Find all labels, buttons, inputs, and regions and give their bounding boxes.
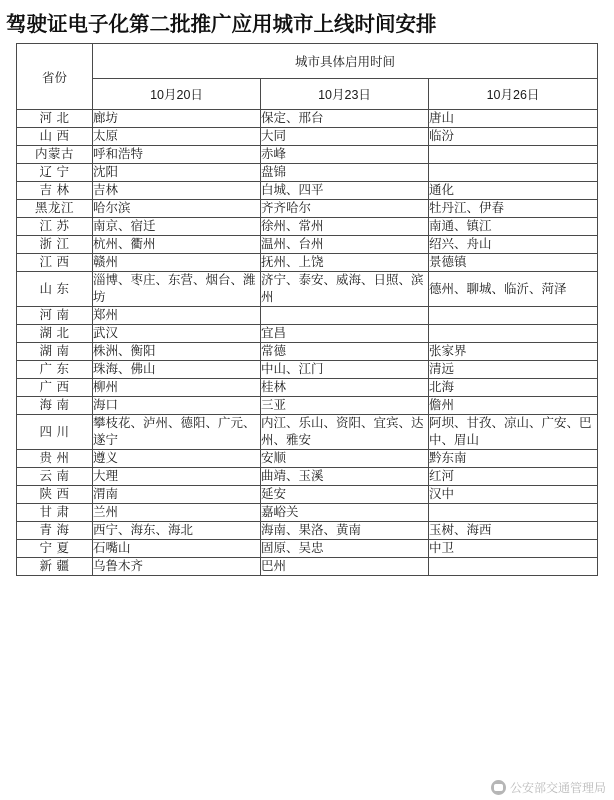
cell-cities-date3: 儋州 [429, 397, 598, 415]
cell-cities-date3: 阿坝、甘孜、凉山、广安、巴中、眉山 [429, 415, 598, 450]
cell-cities-date3: 唐山 [429, 110, 598, 128]
table-row [17, 450, 598, 468]
table-body [17, 110, 598, 576]
table-row [17, 558, 598, 576]
cell-cities-date1: 石嘴山 [93, 540, 261, 558]
cell-province: 广 东 [17, 361, 93, 379]
table-row [17, 307, 598, 325]
table-header-row-2 [17, 79, 598, 110]
table-row [17, 361, 598, 379]
table-header-row-1 [17, 44, 598, 79]
cell-cities-date1: 柳州 [93, 379, 261, 397]
cell-cities-date1: 株洲、衡阳 [93, 343, 261, 361]
cell-cities-date3 [429, 164, 598, 182]
cell-province: 新 疆 [17, 558, 93, 576]
cell-cities-date1: 西宁、海东、海北 [93, 522, 261, 540]
cell-cities-date1: 淄博、枣庄、东营、烟台、潍坊 [93, 272, 261, 307]
cell-cities-date3 [429, 558, 598, 576]
cell-cities-date2: 抚州、上饶 [261, 254, 429, 272]
cell-cities-date2: 三亚 [261, 397, 429, 415]
cell-province: 江 西 [17, 254, 93, 272]
cell-province: 河 南 [17, 307, 93, 325]
cell-cities-date1: 兰州 [93, 504, 261, 522]
cell-province: 内蒙古 [17, 146, 93, 164]
cell-cities-date1: 攀枝花、泸州、德阳、广元、遂宁 [93, 415, 261, 450]
header-group-dates: 城市具体启用时间 [93, 44, 598, 79]
cell-cities-date3: 黔东南 [429, 450, 598, 468]
cell-province: 海 南 [17, 397, 93, 415]
cell-cities-date2 [261, 307, 429, 325]
cell-cities-date1: 渭南 [93, 486, 261, 504]
table-row [17, 254, 598, 272]
cell-cities-date2: 大同 [261, 128, 429, 146]
cell-province: 辽 宁 [17, 164, 93, 182]
cell-cities-date2: 济宁、泰安、威海、日照、滨州 [261, 272, 429, 307]
cell-cities-date2: 内江、乐山、资阳、宜宾、达州、雅安 [261, 415, 429, 450]
table-row [17, 415, 598, 450]
cell-cities-date3 [429, 307, 598, 325]
cell-cities-date3: 绍兴、舟山 [429, 236, 598, 254]
cell-cities-date3: 红河 [429, 468, 598, 486]
cell-cities-date2: 齐齐哈尔 [261, 200, 429, 218]
cell-province: 河 北 [17, 110, 93, 128]
cell-cities-date1: 乌鲁木齐 [93, 558, 261, 576]
table-row [17, 325, 598, 343]
cell-cities-date2: 宜昌 [261, 325, 429, 343]
cell-cities-date2: 曲靖、玉溪 [261, 468, 429, 486]
table-row [17, 164, 598, 182]
table-row [17, 218, 598, 236]
cell-cities-date1: 杭州、衢州 [93, 236, 261, 254]
table-row [17, 468, 598, 486]
cell-cities-date3 [429, 504, 598, 522]
cell-cities-date2: 安顺 [261, 450, 429, 468]
cell-province: 山 东 [17, 272, 93, 307]
table-row [17, 379, 598, 397]
cell-cities-date1: 珠海、佛山 [93, 361, 261, 379]
cell-cities-date1: 吉林 [93, 182, 261, 200]
table-row [17, 343, 598, 361]
cell-province: 浙 江 [17, 236, 93, 254]
cell-cities-date3: 北海 [429, 379, 598, 397]
cell-cities-date1: 遵义 [93, 450, 261, 468]
table-row [17, 522, 598, 540]
cell-cities-date2: 白城、四平 [261, 182, 429, 200]
cell-province: 云 南 [17, 468, 93, 486]
cell-cities-date3: 南通、镇江 [429, 218, 598, 236]
cell-cities-date2: 赤峰 [261, 146, 429, 164]
table-row [17, 397, 598, 415]
cell-province: 吉 林 [17, 182, 93, 200]
table-row [17, 540, 598, 558]
cell-cities-date1: 呼和浩特 [93, 146, 261, 164]
cell-province: 宁 夏 [17, 540, 93, 558]
table-header [17, 44, 598, 110]
cell-province: 湖 南 [17, 343, 93, 361]
table-row [17, 486, 598, 504]
cell-cities-date2: 巴州 [261, 558, 429, 576]
cell-cities-date2: 常德 [261, 343, 429, 361]
cell-cities-date1: 赣州 [93, 254, 261, 272]
cell-province: 山 西 [17, 128, 93, 146]
table-row [17, 146, 598, 164]
cell-province: 甘 肃 [17, 504, 93, 522]
cell-cities-date1: 武汉 [93, 325, 261, 343]
cell-cities-date2: 中山、江门 [261, 361, 429, 379]
cell-cities-date3: 临汾 [429, 128, 598, 146]
cell-cities-date1: 哈尔滨 [93, 200, 261, 218]
cell-province: 黑龙江 [17, 200, 93, 218]
cell-province: 青 海 [17, 522, 93, 540]
cell-cities-date3: 清远 [429, 361, 598, 379]
cell-cities-date1: 大理 [93, 468, 261, 486]
header-date-2: 10月23日 [261, 79, 429, 110]
cell-cities-date3: 中卫 [429, 540, 598, 558]
cell-province: 湖 北 [17, 325, 93, 343]
cell-cities-date2: 徐州、常州 [261, 218, 429, 236]
table-row [17, 182, 598, 200]
cell-cities-date3: 德州、聊城、临沂、菏泽 [429, 272, 598, 307]
cell-cities-date2: 嘉峪关 [261, 504, 429, 522]
table-row [17, 200, 598, 218]
cell-cities-date1: 海口 [93, 397, 261, 415]
cell-cities-date3: 牡丹江、伊春 [429, 200, 598, 218]
cell-cities-date3: 汉中 [429, 486, 598, 504]
cell-cities-date2: 延安 [261, 486, 429, 504]
cell-cities-date3: 景德镇 [429, 254, 598, 272]
weibo-logo-icon [491, 780, 506, 795]
table-row [17, 272, 598, 307]
schedule-table [16, 43, 598, 576]
header-date-1: 10月20日 [93, 79, 261, 110]
cell-cities-date3: 张家界 [429, 343, 598, 361]
cell-province: 陕 西 [17, 486, 93, 504]
cell-cities-date1: 沈阳 [93, 164, 261, 182]
cell-province: 广 西 [17, 379, 93, 397]
cell-cities-date1: 廊坊 [93, 110, 261, 128]
cell-province: 贵 州 [17, 450, 93, 468]
cell-cities-date2: 桂林 [261, 379, 429, 397]
cell-cities-date3: 通化 [429, 182, 598, 200]
cell-cities-date1: 郑州 [93, 307, 261, 325]
cell-province: 江 苏 [17, 218, 93, 236]
cell-cities-date1: 南京、宿迁 [93, 218, 261, 236]
cell-cities-date3: 玉树、海西 [429, 522, 598, 540]
table-row [17, 504, 598, 522]
page-title: 驾驶证电子化第二批推广应用城市上线时间安排 [6, 13, 437, 36]
header-date-3: 10月26日 [429, 79, 598, 110]
watermark [491, 779, 606, 796]
table-row [17, 236, 598, 254]
cell-cities-date2: 海南、果洛、黄南 [261, 522, 429, 540]
cell-cities-date3 [429, 146, 598, 164]
header-province: 省份 [17, 44, 93, 110]
cell-province: 四 川 [17, 415, 93, 450]
watermark-label: 公安部交通管理局 [509, 781, 606, 795]
cell-cities-date2: 盘锦 [261, 164, 429, 182]
cell-cities-date3 [429, 325, 598, 343]
cell-cities-date2: 固原、吴忠 [261, 540, 429, 558]
table-row [17, 110, 598, 128]
cell-cities-date2: 温州、台州 [261, 236, 429, 254]
cell-cities-date1: 太原 [93, 128, 261, 146]
cell-cities-date2: 保定、邢台 [261, 110, 429, 128]
table-row [17, 128, 598, 146]
